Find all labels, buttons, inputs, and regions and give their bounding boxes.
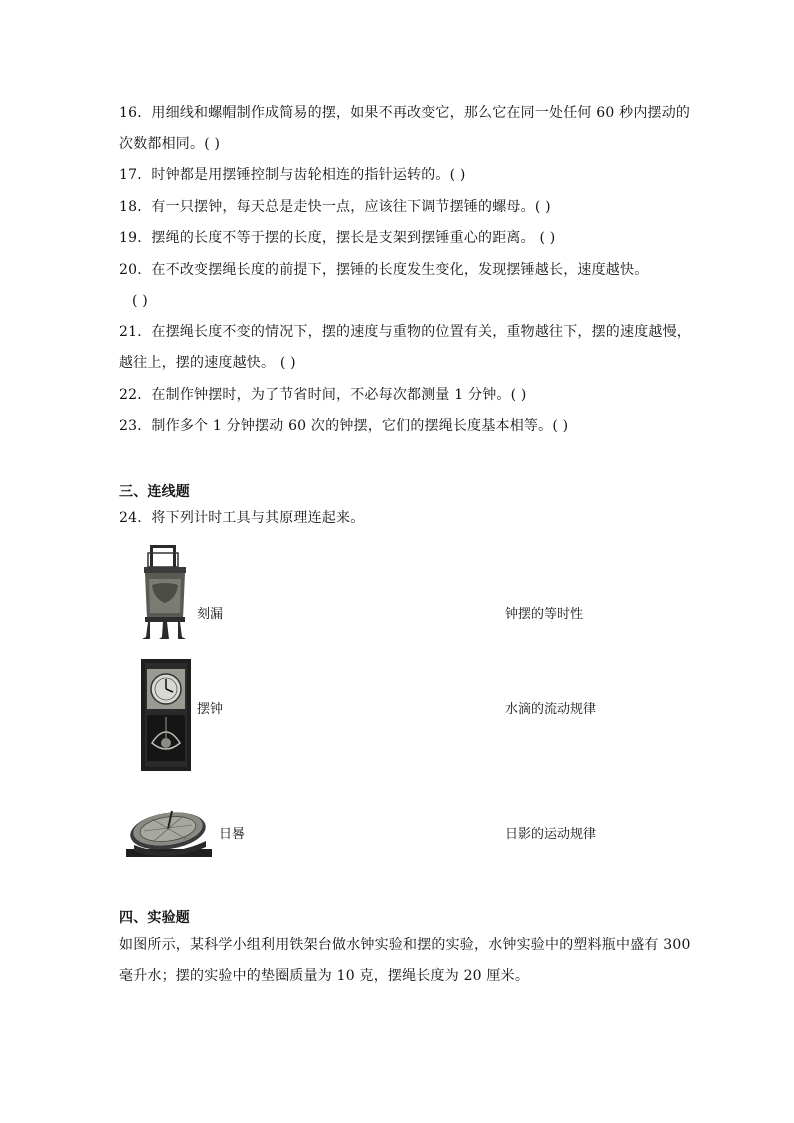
question-24: 24．将下列计时工具与其原理连起来。 bbox=[119, 510, 365, 526]
question-18: 18．有一只摆钟，每天总是走快一点，应该往下调节摆锤的螺母。( ) bbox=[119, 199, 551, 215]
pendulum-clock-icon bbox=[141, 659, 191, 771]
sundial-icon bbox=[124, 801, 214, 859]
section-4-heading: 四、实验题 bbox=[119, 910, 190, 926]
principle-isochronism: 钟摆的等时性 bbox=[505, 607, 584, 622]
water-clock-icon bbox=[136, 543, 194, 643]
section-4-intro-line-2: 毫升水；摆的实验中的垫圈质量为 10 克，摆绳长度为 20 厘米。 bbox=[119, 968, 530, 984]
principle-sun-shadow: 日影的运动规律 bbox=[505, 827, 597, 842]
question-22: 22．在制作钟摆时，为了节省时间，不必每次都测量 1 分钟。( ) bbox=[119, 387, 527, 403]
tool-label-sundial: 日晷 bbox=[219, 827, 246, 842]
question-20-line-1: 20．在不改变摆绳长度的前提下，摆锤的长度发生变化，发现摆锤越长，速度越快。 bbox=[119, 262, 649, 278]
section-3-heading: 三、连线题 bbox=[119, 484, 190, 500]
question-17: 17．时钟都是用摆锤控制与齿轮相连的指针运转的。( ) bbox=[119, 167, 466, 183]
section-4-intro-line-1: 如图所示，某科学小组利用铁架台做水钟实验和摆的实验，水钟实验中的塑料瓶中盛有 300 bbox=[119, 937, 691, 953]
question-23: 23．制作多个 1 分钟摆动 60 次的钟摆，它们的摆绳长度基本相等。( ) bbox=[119, 418, 569, 434]
question-20-line-2: ( ) bbox=[132, 293, 148, 309]
question-16-line-1: 16．用细线和螺帽制作成简易的摆，如果不再改变它，那么它在同一处任何 60 秒内摆动的 bbox=[119, 105, 691, 121]
tool-label-pendulum-clock: 摆钟 bbox=[197, 702, 224, 717]
question-21-line-1: 21．在摆绳长度不变的情况下，摆的速度与重物的位置有关，重物越往下，摆的速度越慢， bbox=[119, 324, 692, 340]
question-19: 19．摆绳的长度不等于摆的长度，摆长是支架到摆锤重心的距离。 ( ) bbox=[119, 230, 556, 246]
tool-label-water-clock: 刻漏 bbox=[197, 607, 224, 622]
question-16-line-2: 次数都相同。( ) bbox=[119, 136, 221, 152]
principle-water-flow: 水滴的流动规律 bbox=[505, 702, 597, 717]
question-21-line-2: 越往上，摆的速度越快。 ( ) bbox=[119, 355, 296, 371]
